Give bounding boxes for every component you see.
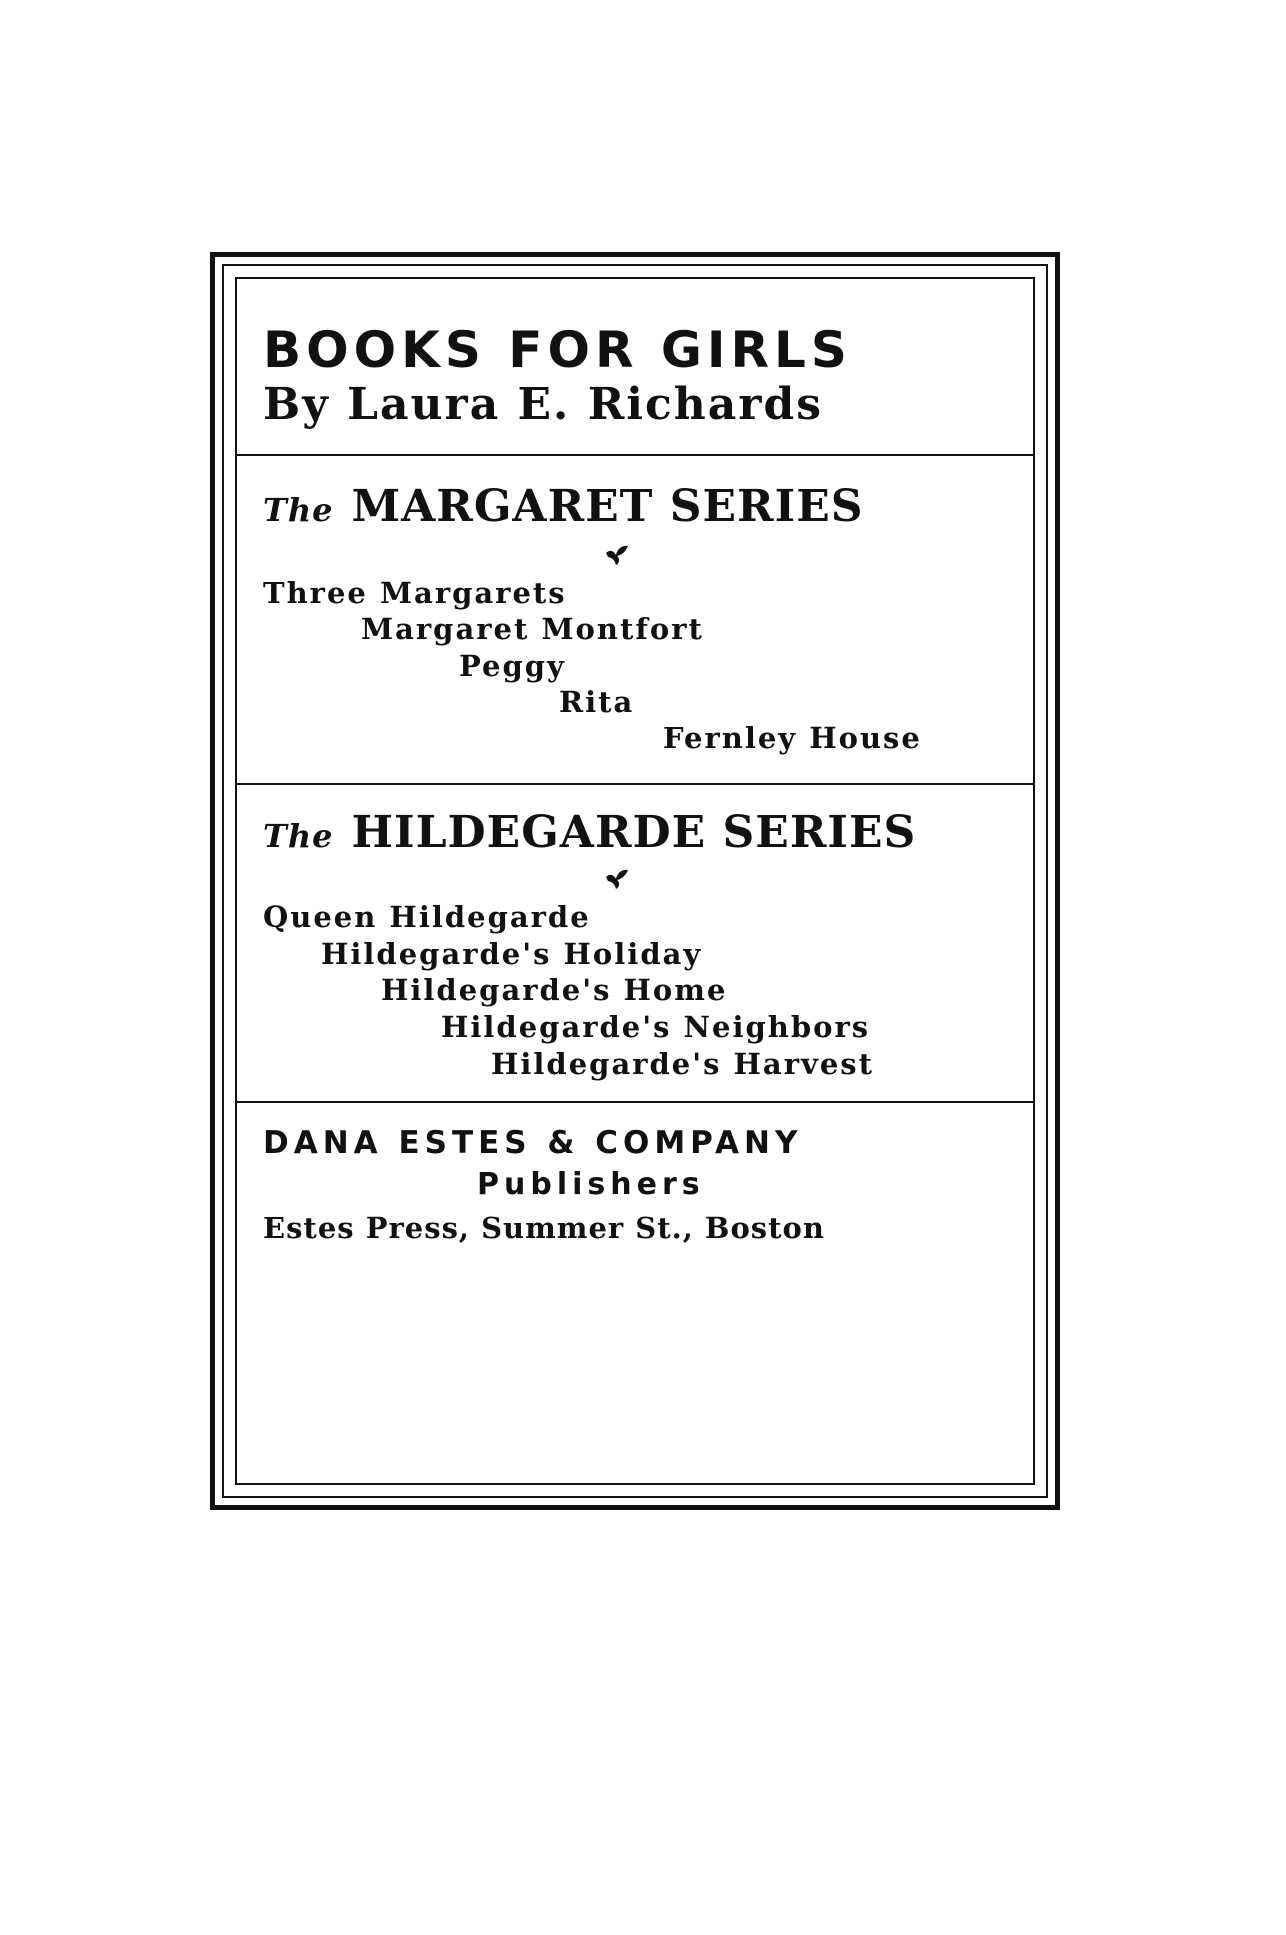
series-heading (263, 481, 864, 532)
book-title: Queen Hildegarde (263, 900, 591, 934)
book-list-panel (237, 279, 1033, 1483)
book-title: Hildegarde's Harvest (491, 1047, 875, 1081)
series-margaret (237, 456, 1033, 783)
publisher-name: DANA ESTES & COMPANY (263, 1125, 803, 1161)
book-title: Three Margarets (263, 576, 567, 610)
series-name: HILDEGARDE SERIES (351, 807, 917, 858)
leaf-ornament-icon (602, 541, 632, 567)
publisher-address: Estes Press, Summer St., Boston (263, 1211, 825, 1245)
publisher-section (237, 1103, 1033, 1353)
series-prefix: The (263, 491, 334, 529)
book-title: Peggy (459, 649, 566, 683)
book-title: Rita (559, 685, 635, 719)
header-section (237, 279, 1033, 454)
leaf-ornament-icon (602, 865, 632, 891)
series-name: MARGARET SERIES (351, 481, 864, 532)
book-title: Hildegarde's Home (381, 973, 728, 1007)
book-title: Hildegarde's Holiday (321, 937, 703, 971)
book-title: Margaret Montfort (361, 612, 704, 646)
book-list-frame (210, 252, 1060, 1510)
publisher-role: Publishers (477, 1167, 705, 1202)
series-prefix: The (263, 817, 334, 855)
series-heading (263, 807, 916, 858)
book-title: Fernley House (663, 721, 922, 755)
book-title: Hildegarde's Neighbors (441, 1010, 871, 1044)
page-title: BOOKS FOR GIRLS (263, 321, 852, 379)
series-hildegarde (237, 785, 1033, 1101)
author-line: By Laura E. Richards (263, 379, 823, 430)
